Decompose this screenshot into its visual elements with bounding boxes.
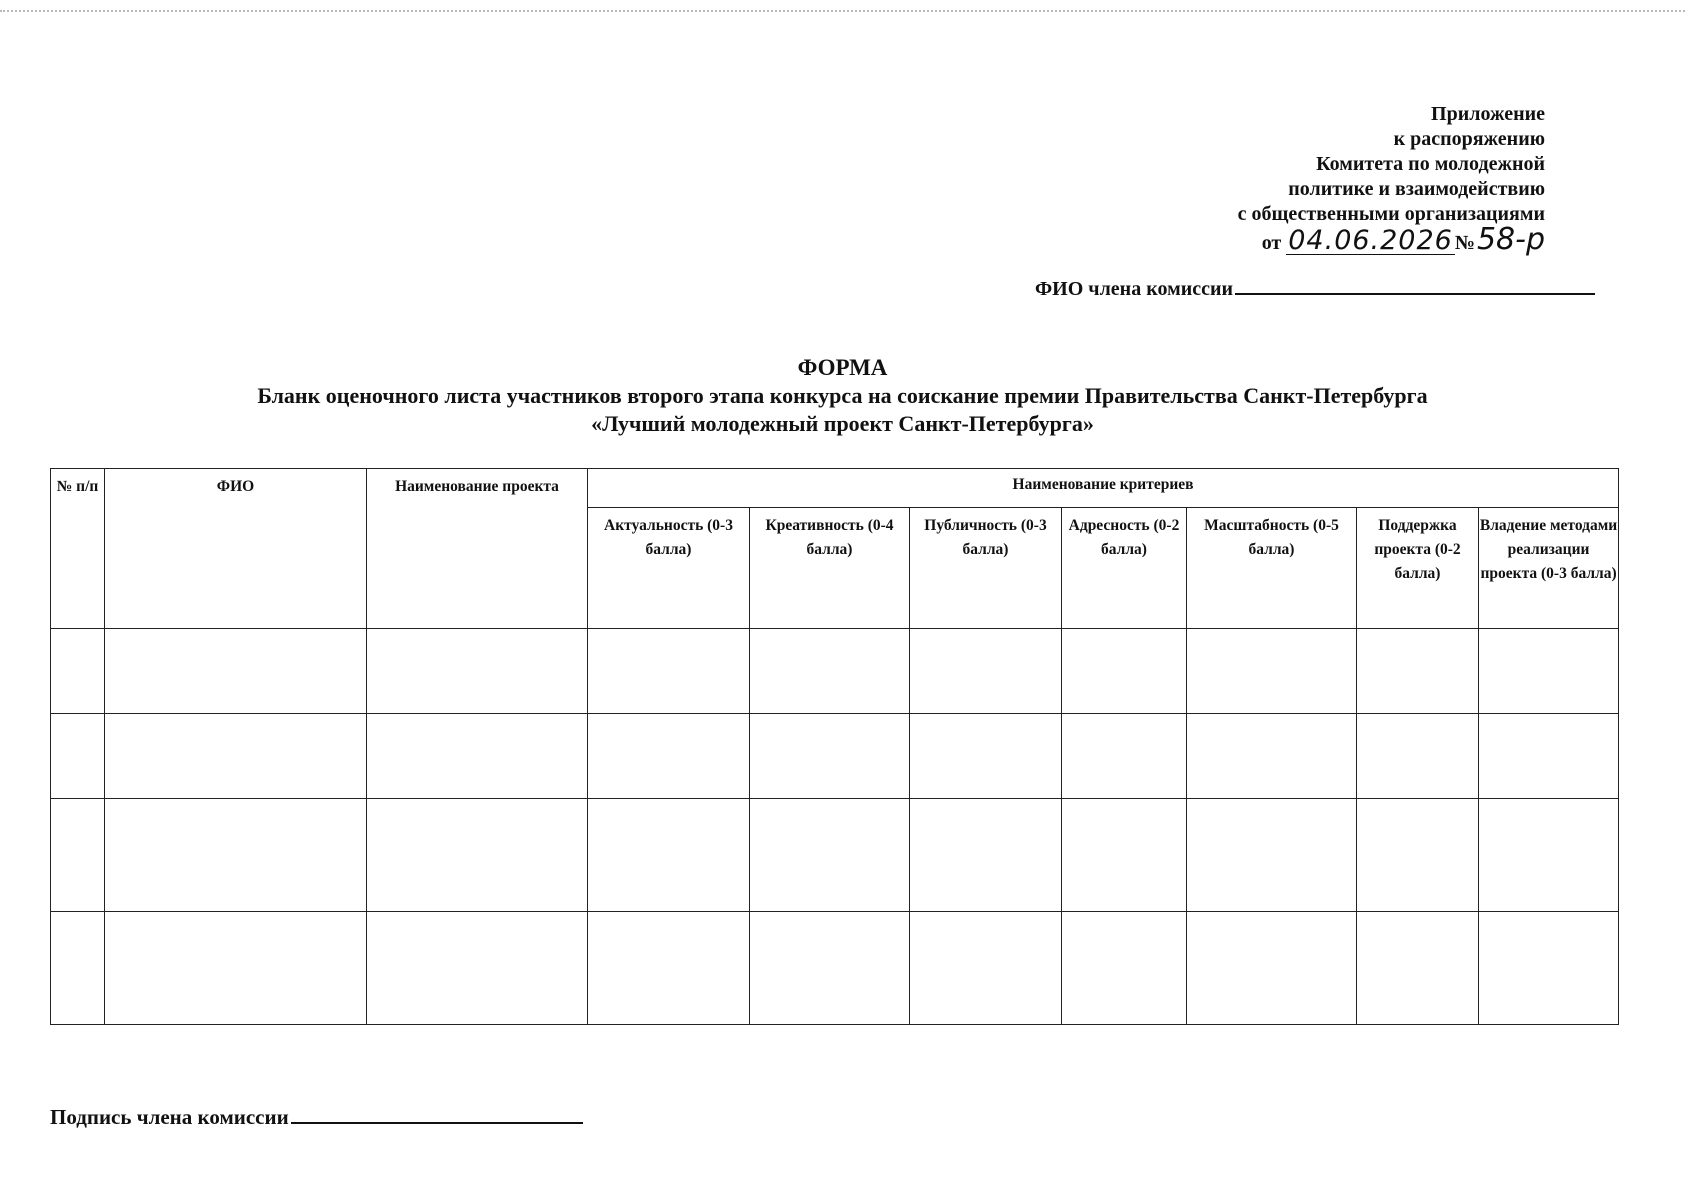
header-name: ФИО [105,469,367,629]
table-cell[interactable] [1187,799,1357,912]
table-cell[interactable] [1062,799,1187,912]
table-cell[interactable] [1062,714,1187,799]
member-name-label: ФИО члена комиссии [1035,278,1234,300]
table-cell[interactable] [105,912,367,1025]
signature-label: Подпись члена комиссии [50,1105,289,1129]
table-cell[interactable] [750,629,910,714]
table-cell[interactable] [51,714,105,799]
table-cell[interactable] [1357,629,1479,714]
appendix-date-line [1238,222,1545,257]
table-cell[interactable] [750,912,910,1025]
table-cell[interactable] [910,799,1062,912]
table-cell[interactable] [1187,912,1357,1025]
appendix-block [1238,102,1545,256]
form-subtitle-line2: «Лучший молодежный проект Санкт-Петербурга» [591,411,1094,436]
table-cell[interactable] [1479,714,1619,799]
header-criterion: Публичность (0-3 балла) [910,508,1062,629]
table-cell[interactable] [105,714,367,799]
table-cell[interactable] [588,912,750,1025]
table-cell[interactable] [51,629,105,714]
number-sign: № [1454,232,1475,254]
table-cell[interactable] [1062,629,1187,714]
table-cell[interactable] [1479,912,1619,1025]
appendix-line: с общественными организациями [1237,203,1545,225]
handwritten-date: 04.06.2026 [1288,225,1453,256]
table-cell[interactable] [1062,912,1187,1025]
table-cell[interactable] [910,629,1062,714]
table-cell[interactable] [1357,714,1479,799]
scan-edge-artifact [0,10,1685,12]
header-criterion: Адресность (0-2 балла) [1062,508,1187,629]
header-criterion: Владение методами реализации проекта (0-3 балла) [1479,508,1619,629]
table-row [51,799,1619,912]
member-name-field [1035,278,1595,301]
evaluation-table [50,468,1619,1025]
table-cell[interactable] [1187,714,1357,799]
table-cell[interactable] [750,799,910,912]
table-cell[interactable] [367,714,588,799]
signature-field [50,1105,583,1130]
table-cell[interactable] [51,799,105,912]
table-row [51,912,1619,1025]
table-cell[interactable] [367,912,588,1025]
table-cell[interactable] [1187,629,1357,714]
appendix-line: Комитета по молодежной [1316,153,1545,175]
table-cell[interactable] [750,714,910,799]
appendix-line: Приложение [1431,103,1545,125]
form-title: ФОРМА [797,355,888,380]
signature-blank[interactable] [291,1122,583,1124]
table-cell[interactable] [1357,799,1479,912]
appendix-line: к распоряжению [1393,128,1545,150]
appendix-line: политике и взаимодействию [1288,178,1545,200]
table-cell[interactable] [910,714,1062,799]
table-cell[interactable] [105,799,367,912]
table-cell[interactable] [910,912,1062,1025]
form-title-block [0,354,1685,438]
table-row [51,714,1619,799]
table-cell[interactable] [1479,629,1619,714]
table-cell[interactable] [367,629,588,714]
date-prefix: от [1261,232,1282,254]
header-criteria-group: Наименование критериев [588,469,1619,508]
table-cell[interactable] [588,799,750,912]
header-criterion: Масштабность (0-5 балла) [1187,508,1357,629]
header-criterion: Креативность (0-4 балла) [750,508,910,629]
header-number: № п/п [51,469,105,629]
table-row [51,629,1619,714]
table-cell[interactable] [588,629,750,714]
table-cell[interactable] [588,714,750,799]
header-criterion: Актуальность (0-3 балла) [588,508,750,629]
member-name-blank[interactable] [1235,293,1595,295]
table-cell[interactable] [51,912,105,1025]
table-cell[interactable] [105,629,367,714]
table-cell[interactable] [1479,799,1619,912]
handwritten-number: 58-р [1476,222,1545,257]
header-criterion: Поддержка проекта (0-2 балла) [1357,508,1479,629]
table-cell[interactable] [1357,912,1479,1025]
table-cell[interactable] [367,799,588,912]
form-subtitle-line1: Бланк оценочного листа участников второго этапа конкурса на соискание премии Правительства Санкт-Петербурга [257,383,1428,408]
header-project: Наименование проекта [367,469,588,629]
